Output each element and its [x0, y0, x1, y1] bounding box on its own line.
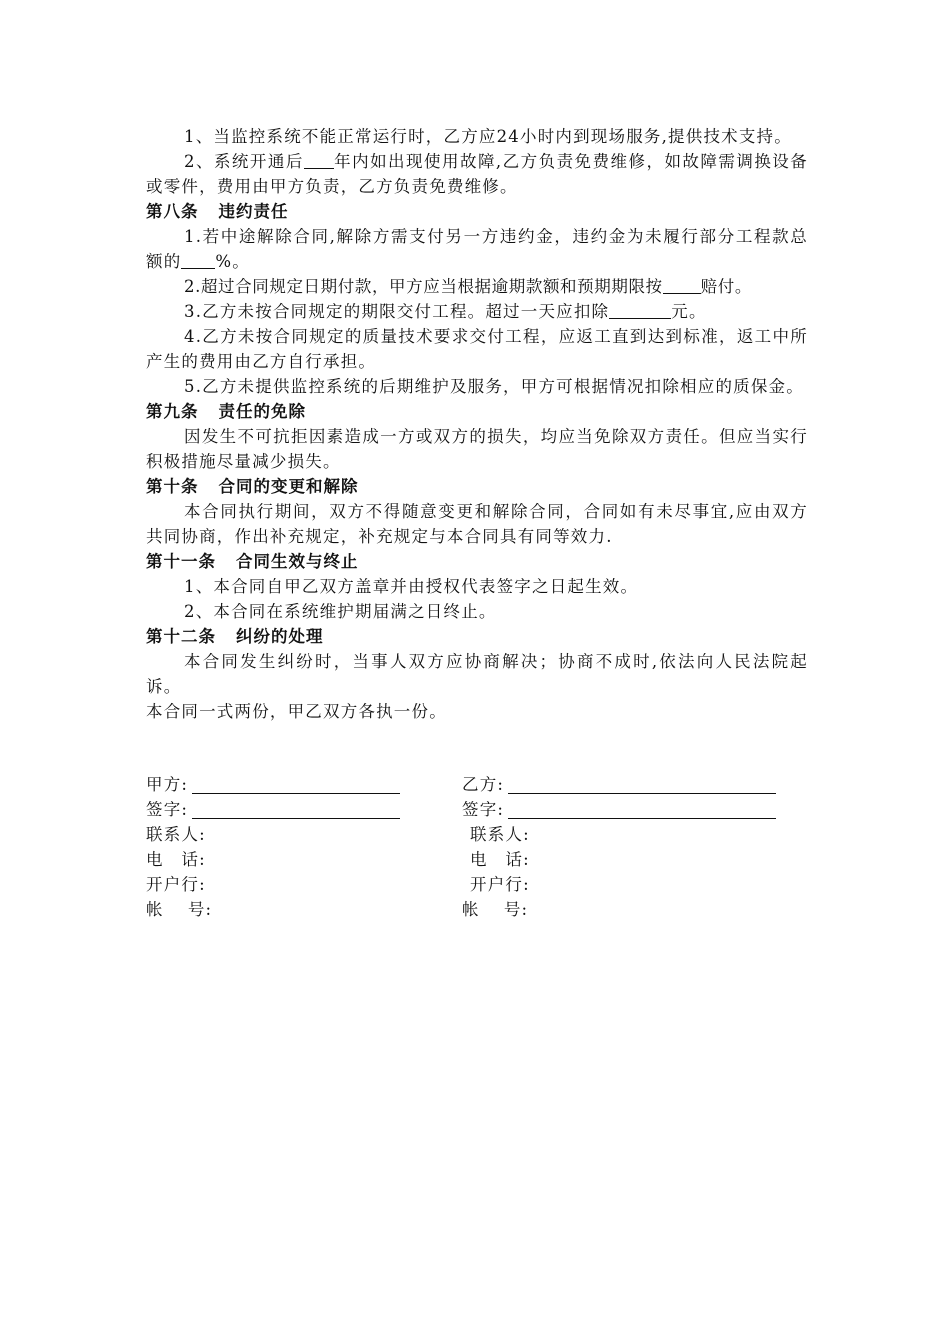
- section-8-heading: 第八条 违约责任: [146, 202, 289, 221]
- signature-row-account: [146, 897, 808, 922]
- clause-9-text: 因发生不可抗拒因素造成一方或双方的损失，均应当免除双方责任。但应当实行积极措施尽量减少损失。: [146, 427, 808, 471]
- clause-11-item-1: 1、本合同自甲乙双方盖章并由授权代表签字之日起生效。: [184, 577, 639, 596]
- party-a-account-label: 帐 号:: [146, 900, 213, 919]
- party-a-phone-label: 电 话:: [146, 850, 206, 869]
- party-a-bank-label: 开户行:: [146, 875, 206, 894]
- section-9-heading: 第九条 责任的免除: [146, 402, 306, 421]
- signature-row-bank: [146, 872, 808, 897]
- clause-8-item-1: 1.若中途解除合同,解除方需支付另一方违约金，违约金为未履行部分工程款总额的 %。: [146, 227, 808, 271]
- party-a-sign-line: [192, 800, 400, 819]
- party-a-contact-label: 联系人:: [146, 825, 206, 844]
- section-12-heading: 第十二条 纠纷的处理: [146, 627, 324, 646]
- signature-row-party: [146, 772, 808, 797]
- party-a-line: [192, 775, 400, 794]
- clause-11-item-2: 2、本合同在系统维护期届满之日终止。: [184, 602, 497, 621]
- signature-block: [146, 772, 808, 922]
- blank-amount: [609, 302, 671, 319]
- closing-statement: 本合同一式两份，甲乙双方各执一份。: [146, 702, 447, 721]
- signature-row-contact: [146, 822, 808, 847]
- party-b-line: [508, 775, 776, 794]
- party-b-sign-label: 签字:: [462, 800, 505, 819]
- clause-8-item-2: 2.超过合同规定日期付款，甲方应当根据逾期款额和预期期限按 赔付。: [184, 277, 752, 296]
- section-10-heading: 第十条 合同的变更和解除: [146, 477, 359, 496]
- signature-row-sign: [146, 797, 808, 822]
- clause-10-text: 本合同执行期间，双方不得随意变更和解除合同，合同如有未尽事宜,应由双方共同协商，作出补充规定，补充规定与本合同具有同等效力.: [146, 502, 808, 546]
- clause-8-item-5: 5.乙方未提供监控系统的后期维护及服务，甲方可根据情况扣除相应的质保金。: [184, 377, 804, 396]
- signature-row-phone: [146, 847, 808, 872]
- party-b-account-label: 帐 号:: [462, 900, 529, 919]
- blank-percent: [181, 252, 215, 269]
- party-b-sign-line: [508, 800, 776, 819]
- party-b-phone-label: 电 话:: [470, 850, 530, 869]
- blank-years: [304, 152, 334, 169]
- party-b-contact-label: 联系人:: [470, 825, 530, 844]
- party-b-label: 乙方:: [462, 775, 505, 794]
- blank-rate: [663, 277, 701, 294]
- section-11-heading: 第十一条 合同生效与终止: [146, 552, 359, 571]
- clause-7-item-2: 2、系统开通后 年内如出现使用故障,乙方负责免费维修，如故障需调换设备或零件，费用由甲方负责，乙方负责免费维修。: [146, 152, 808, 196]
- contract-body: [146, 124, 808, 724]
- clause-8-item-3: 3.乙方未按合同规定的期限交付工程。超过一天应扣除 元。: [184, 302, 707, 321]
- clause-12-text: 本合同发生纠纷时，当事人双方应协商解决；协商不成时,依法向人民法院起诉。: [146, 652, 808, 696]
- party-b-bank-label: 开户行:: [470, 875, 530, 894]
- clause-7-item-1: 1、当监控系统不能正常运行时，乙方应24小时内到现场服务,提供技术支持。: [184, 127, 792, 146]
- party-a-sign-label: 签字:: [146, 800, 189, 819]
- party-a-label: 甲方:: [146, 775, 189, 794]
- clause-8-item-4: 4.乙方未按合同规定的质量技术要求交付工程，应返工直到达到标准，返工中所产生的费用由乙方自行承担。: [146, 327, 808, 371]
